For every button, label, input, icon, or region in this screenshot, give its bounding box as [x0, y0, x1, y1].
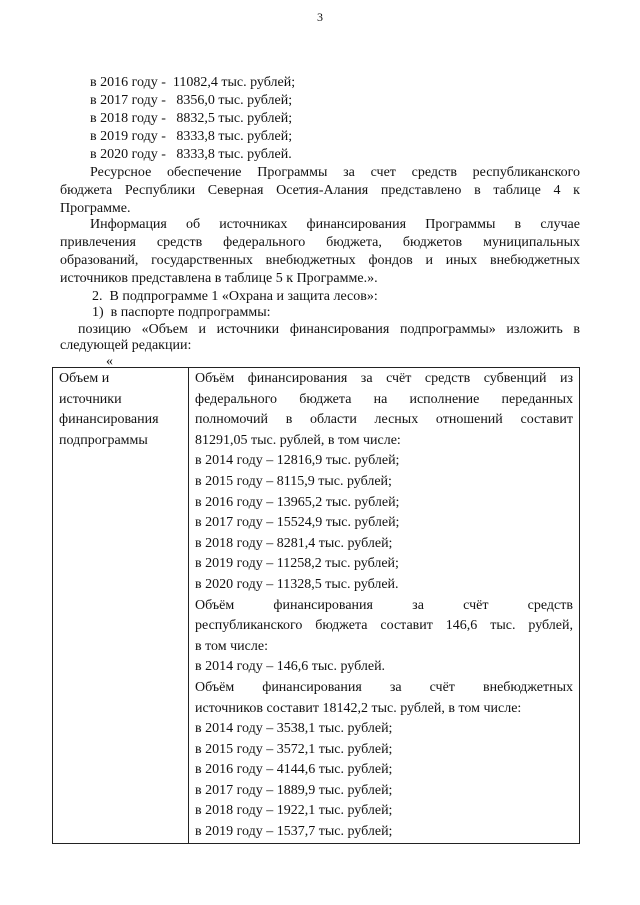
- year-line-2019: в 2019 году - 8333,8 тыс. рублей;: [90, 129, 293, 144]
- republic-tail: в том числе:: [195, 638, 268, 654]
- federal-year-line: в 2018 году – 8281,4 тыс. рублей;: [195, 535, 393, 551]
- republic-year-line: в 2014 году – 146,6 тыс. рублей.: [195, 659, 386, 675]
- year-line-2016: в 2016 году - 11082,4 тыс. рублей;: [90, 75, 296, 90]
- extra-year-line: в 2018 году – 1922,1 тыс. рублей;: [195, 803, 393, 819]
- extra-intro-line: Объём финансирования за счёт внебюджетных: [195, 679, 573, 695]
- federal-intro-line: Объём финансирования за счёт средств субвенций из: [195, 371, 573, 386]
- federal-year-line: в 2017 году – 15524,9 тыс. рублей;: [195, 515, 400, 531]
- position-label-cell: [53, 368, 189, 844]
- position-label-line: подпрограммы: [59, 432, 148, 448]
- para1-line3: Программе.: [60, 201, 131, 216]
- instruction-line2: следующей редакции:: [60, 338, 192, 353]
- federal-year-line: в 2014 году – 12816,9 тыс. рублей;: [195, 453, 400, 469]
- extra-total: источников составит 18142,2 тыс. рублей, в том числе:: [195, 700, 522, 716]
- federal-year-line: в 2020 году – 11328,5 тыс. рублей.: [195, 576, 399, 592]
- para2-line4: источников представлена в таблице 5 к Программе.».: [60, 271, 378, 286]
- republic-intro-line: Объём финансирования за счёт средств: [195, 597, 573, 613]
- extra-year-line: в 2014 году – 3538,1 тыс. рублей;: [195, 721, 393, 737]
- federal-year-line: в 2015 году – 8115,9 тыс. рублей;: [195, 473, 392, 489]
- year-line-2020: в 2020 году - 8333,8 тыс. рублей.: [90, 147, 292, 162]
- para2-line2: привлечения средств федерального бюджета, бюджетов муниципальных: [60, 235, 580, 250]
- year-line-2018: в 2018 году - 8832,5 тыс. рублей;: [90, 111, 293, 126]
- position-content-cell: [189, 368, 580, 844]
- para2-line1: Информация об источниках финансирования Программы в случае: [90, 217, 580, 232]
- federal-intro-line: полномочий в области лесных отношений составит: [195, 412, 573, 428]
- year-line-2017: в 2017 году - 8356,0 тыс. рублей;: [90, 93, 293, 108]
- federal-total: 81291,05 тыс. рублей, в том числе:: [195, 432, 401, 448]
- federal-intro-line: федерального бюджета на исполнение переданных: [195, 391, 573, 407]
- position-label-line: Объем и: [59, 371, 110, 386]
- open-quote: «: [106, 354, 113, 369]
- extra-year-line: в 2015 году – 3572,1 тыс. рублей;: [195, 741, 393, 757]
- instruction-line1: позицию «Объем и источники финансирования подпрограммы» изложить в: [78, 322, 580, 337]
- extra-year-line: в 2017 году – 1889,9 тыс. рублей;: [195, 782, 393, 798]
- para2-line3: образований, государственных внебюджетных фондов и иных внебюджетных: [60, 253, 580, 268]
- extra-year-line: в 2019 году – 1537,7 тыс. рублей;: [195, 824, 393, 840]
- federal-year-line: в 2019 году – 11258,2 тыс. рублей;: [195, 556, 399, 572]
- para1-line2: бюджета Республики Северная Осетия-Алания представлено в таблице 4 к: [60, 183, 580, 198]
- para1-line1: Ресурсное обеспечение Программы за счет средств республиканского: [90, 165, 580, 180]
- table-row: [53, 368, 580, 844]
- position-label-line: источники: [59, 391, 122, 407]
- extra-year-line: в 2016 году – 4144,6 тыс. рублей;: [195, 762, 393, 778]
- item-2-1: 1) в паспорте подпрограммы:: [92, 305, 271, 320]
- page-number: 3: [317, 10, 323, 24]
- passport-table: [52, 367, 580, 844]
- federal-year-line: в 2016 году – 13965,2 тыс. рублей;: [195, 494, 400, 510]
- item-2-heading: 2. В подпрограмме 1 «Охрана и защита лесов»:: [92, 289, 378, 304]
- republic-intro-line: республиканского бюджета составит 146,6 тыс. рублей,: [195, 618, 573, 634]
- position-label-line: финансирования: [59, 412, 159, 428]
